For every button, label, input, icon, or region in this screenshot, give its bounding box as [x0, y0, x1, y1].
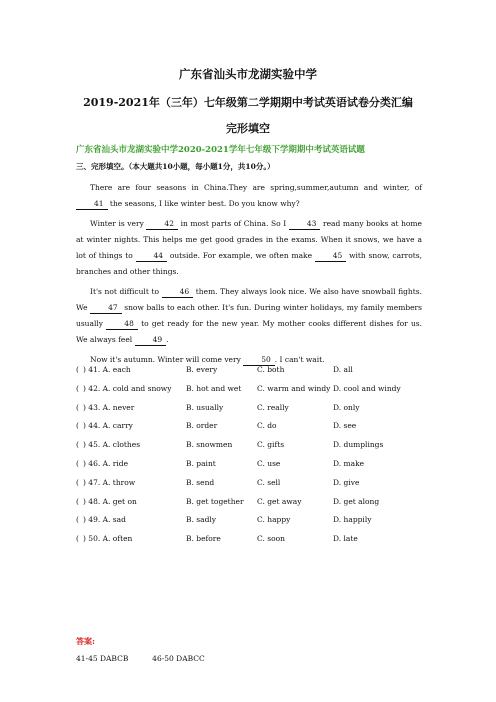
option-c: C. both: [257, 365, 285, 374]
option-c: C. warm and windy: [257, 383, 331, 393]
blank-number: 50: [243, 354, 275, 366]
blank-number: 44: [136, 250, 168, 262]
option-a: ) 48. A. get on: [83, 496, 137, 506]
answer-paren: (: [76, 458, 79, 468]
option-a: ) 44. A. carry: [83, 421, 133, 431]
option-a: ) 45. A. clothes: [83, 440, 141, 450]
option-b: B. hot and wet: [186, 383, 242, 393]
option-b: B. send: [186, 477, 215, 487]
option-d: D. make: [333, 458, 365, 468]
passage-paragraph: [76, 180, 422, 212]
option-b: B. order: [186, 421, 218, 431]
option-b: B. every: [186, 365, 218, 374]
option-c: C. use: [257, 458, 281, 468]
cloze-passage: [76, 180, 422, 372]
passage-text: .: [166, 335, 169, 344]
option-d: D. only: [333, 402, 360, 412]
option-c: C. gifts: [257, 440, 285, 450]
passage-paragraph: [76, 284, 422, 348]
answer-paren: (: [76, 477, 79, 487]
blank-number: 48: [106, 318, 138, 330]
option-a: ) 50. A. often: [83, 534, 133, 544]
passage-paragraph: [76, 216, 422, 280]
passage-text: in most parts of China. So I: [177, 219, 289, 228]
passage-text: Now it's autumn. Winter will come very: [90, 355, 244, 364]
blank-number: 43: [289, 218, 321, 230]
option-b: B. usually: [186, 402, 224, 412]
passage-text: outside. For example, we often make: [167, 251, 315, 260]
option-c: C. really: [257, 402, 289, 412]
blank-number: 47: [90, 302, 122, 314]
option-b: B. get together: [186, 496, 244, 506]
option-a: ) 46. A. ride: [83, 458, 129, 468]
answer-paren: (: [76, 365, 79, 374]
option-d: D. give: [333, 477, 360, 487]
option-d: D. see: [333, 421, 357, 431]
passage-text: There are four seasons in China.They are spring,summer,autumn and winter, of: [90, 183, 422, 192]
passage-text: Winter is very: [90, 219, 147, 228]
school-title: 广东省汕头市龙湖实验中学: [179, 67, 317, 81]
option-b: B. paint: [186, 458, 216, 468]
option-c: C. happy: [257, 515, 291, 525]
compilation-title: 2019-2021年（三年）七年级第二学期期中考试英语试卷分类汇编: [83, 96, 413, 109]
answer-key: 41-45 DABCB 46-50 DABCC: [76, 654, 205, 663]
option-d: D. get along: [333, 496, 380, 506]
option-a: ) 43. A. never: [83, 402, 135, 412]
option-d: D. cool and windy: [333, 383, 401, 393]
section-type-title: 完形填空: [226, 122, 270, 135]
option-d: D. happily: [333, 515, 372, 525]
passage-text: . I can't wait.: [274, 355, 325, 364]
option-c: C. sell: [257, 477, 281, 487]
option-c: C. get away: [257, 496, 302, 506]
passage-text: snow balls to each other. It's fun. During winter holidays, my family members usually: [76, 303, 422, 328]
answer-paren: (: [76, 402, 79, 412]
passage-text: It's not difficult to: [90, 287, 162, 296]
option-a: ) 42. A. cold and snowy: [83, 383, 172, 393]
answer-paren: (: [76, 515, 79, 525]
option-d: D. dumplings: [333, 440, 384, 450]
passage-text: them. They always look nice. We also have snowball fights. We: [76, 287, 423, 312]
section-instructions: 三、完形填空。（本大题共10小题，每小题1分，共10分。）: [76, 162, 275, 171]
blank-number: 41: [76, 198, 108, 210]
option-a: ) 49. A. sad: [83, 515, 126, 525]
answer-heading: 答案:: [76, 636, 95, 646]
source-exam-heading: 广东省汕头市龙湖实验中学2020-2021学年七年级下学期期中考试英语试题: [76, 145, 365, 155]
blank-number: 46: [162, 286, 194, 298]
passage-text: to get ready for the new year. My mother cooks different dishes for us. We always feel: [76, 319, 423, 344]
blank-number: 49: [135, 334, 167, 346]
answer-paren: (: [76, 421, 79, 431]
blank-number: 45: [315, 250, 347, 262]
blank-number: 42: [146, 218, 178, 230]
option-d: D. late: [333, 534, 358, 544]
option-d: D. all: [333, 365, 353, 374]
answer-paren: (: [76, 496, 79, 506]
answer-paren: (: [76, 440, 79, 450]
answer-paren: (: [76, 534, 79, 544]
passage-text: the seasons, I like winter best. Do you know why?: [107, 199, 300, 208]
option-b: B. sadly: [186, 515, 217, 525]
option-b: B. before: [186, 534, 221, 544]
option-b: B. snowmen: [186, 440, 233, 450]
passage-text: read many books at home at winter nights. This helps me get good grades in the exams. When it snows, we have a lot of things to: [76, 219, 422, 260]
passage-text: with snow, carrots, branches and other things.: [76, 251, 422, 276]
answer-paren: (: [76, 383, 79, 393]
option-c: C. soon: [257, 534, 285, 544]
option-a: ) 41. A. each: [83, 365, 131, 374]
option-a: ) 47. A. throw: [83, 477, 136, 487]
option-c: C. do: [257, 421, 277, 431]
